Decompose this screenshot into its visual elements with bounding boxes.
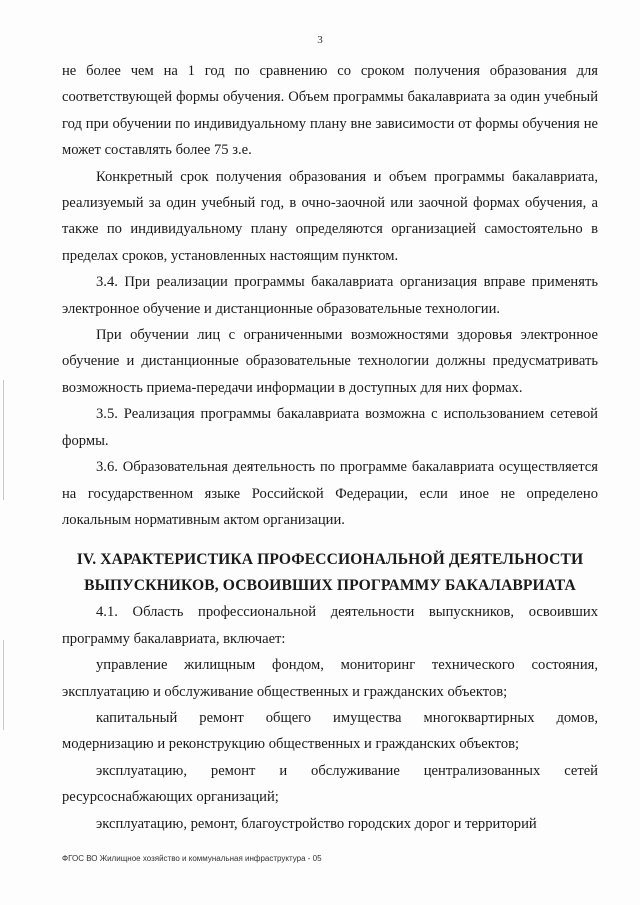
page-footer: ФГОС ВО Жилищное хозяйство и коммунальная инфраструктура - 05: [62, 854, 322, 863]
section-heading: [62, 547, 598, 599]
paragraph: 3.6. Образовательная деятельность по программе бакалавриата осуществляется на государственном языке Российской Федерации, если иное не определено локальным нормативным актом организации.: [62, 459, 598, 528]
list-item: эксплуатацию, ремонт и обслуживание централизованных сетей ресурсоснабжающих организаций;: [62, 762, 598, 806]
list-item: 4.1. Область профессиональной деятельности выпускников, освоивших программу бакалавриата, включает:: [62, 604, 598, 647]
section-heading-line: ВЫПУСКНИКОВ, ОСВОИВШИХ ПРОГРАММУ БАКАЛАВРИАТА: [84, 577, 576, 595]
list-item: управление жилищным фондом, мониторинг технического состояния, эксплуатацию и обслуживание общественных и гражданских объектов;: [62, 657, 598, 700]
scan-edge-mark: [3, 380, 4, 500]
page-number: 3: [317, 34, 323, 46]
list-item: капитальный ремонт общего имущества многоквартирных домов, модернизацию и реконструкцию общественных и гражданских объектов;: [62, 709, 598, 753]
paragraph: 3.4. При реализации программы бакалавриата организация вправе применять электронное обучение и дистанционные образовательные технологии.: [62, 274, 598, 317]
list-item: эксплуатацию, ремонт, благоустройство городских дорог и территорий: [96, 815, 537, 832]
paragraph: При обучении лиц с ограниченными возможностями здоровья электронное обучение и дистанционные образовательные технологии должны предусматривать возможность приема-передачи информации в доступных для них формах.: [62, 327, 598, 396]
paragraph: не более чем на 1 год по сравнению со сроком получения образования для соответствующей формы обучения. Объем программы бакалавриата за один учебный год при обучении по индивидуальному плану вне зависимости от формы обучения не может составлять более 75 з.е.: [62, 63, 598, 159]
paragraph: Конкретный срок получения образования и объем программы бакалавриата, реализуемый за один учебный год, в очно-заочной или заочной формах обучения, а также по индивидуальному плану определяются организацией самостоятельно в пределах сроков, установленных настоящим пунктом.: [62, 168, 598, 264]
section-heading-line: IV. ХАРАКТЕРИСТИКА ПРОФЕССИОНАЛЬНОЙ ДЕЯТЕЛЬНОСТИ: [76, 551, 584, 569]
scan-edge-mark: [3, 640, 4, 730]
document-body: [62, 58, 598, 837]
activity-list: [62, 599, 598, 837]
paragraph: 3.5. Реализация программы бакалавриата возможна с использованием сетевой формы.: [62, 406, 598, 449]
